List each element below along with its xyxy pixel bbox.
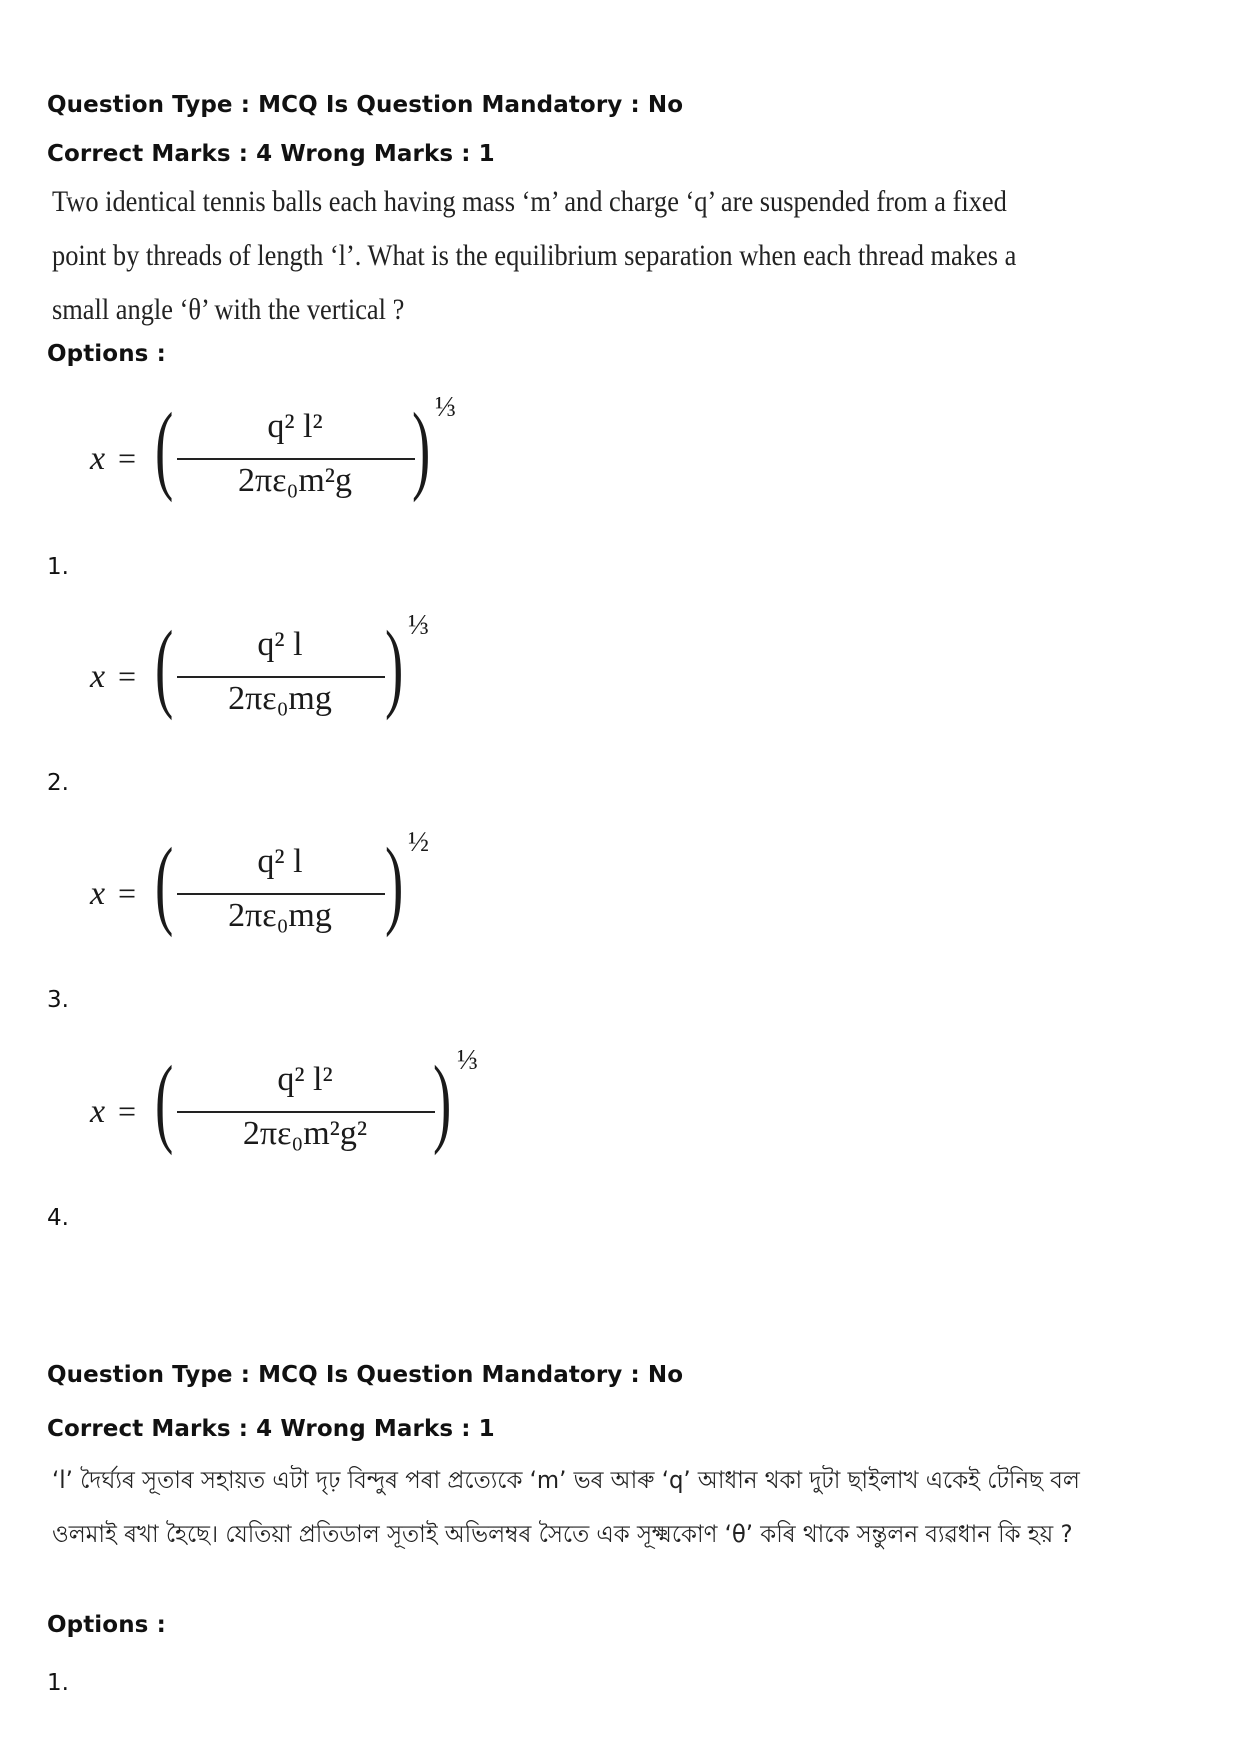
formula-lhs: x <box>90 875 106 912</box>
left-paren: ( <box>155 610 174 721</box>
left-paren: ( <box>155 827 174 938</box>
marks-line: Correct Marks : 4 Wrong Marks : 1 <box>47 141 495 167</box>
right-paren: ) <box>433 1045 452 1156</box>
formula-denominator: 2πε₀mg <box>228 680 332 717</box>
right-paren: ) <box>385 827 404 938</box>
question-text-line: point by threads of length ‘l’. What is the equilibrium separation when each thread makes a <box>52 239 1017 272</box>
formula-numerator: q² l <box>257 626 303 663</box>
question-text-line: Two identical tennis balls each having mass ‘m’ and charge ‘q’ are suspended from a fixed <box>52 185 1007 218</box>
formula-exponent: ½ <box>408 827 429 858</box>
question-type-line: Question Type : MCQ Is Question Mandatory : No <box>47 1362 684 1388</box>
question-text-line: ‘l’ দৈৰ্ঘ্যৰ সূতাৰ সহায়ত এটা দৃঢ় বিন্দুৰ পৰা প্ৰত্যেকে ‘m’ ভৰ আৰু ‘q’ আধান থকা দুটা ছাইলাখ একেই টেনিছ বল <box>52 1466 1080 1494</box>
formula-numerator: q² l² <box>267 408 323 445</box>
formula-denominator: 2πε₀m²g <box>238 462 352 499</box>
formula-exponent: ⅓ <box>457 1045 478 1076</box>
formula-lhs: x <box>90 1093 106 1130</box>
formula-exponent: ⅓ <box>408 610 429 641</box>
formula-numerator: q² l² <box>277 1061 333 1098</box>
formula-equals: = <box>118 1093 137 1129</box>
left-paren: ( <box>155 1045 174 1156</box>
formula-equals: = <box>118 875 137 911</box>
formula-equals: = <box>118 658 137 694</box>
formula-denominator: 2πε₀mg <box>228 897 332 934</box>
fraction-bar <box>177 1111 435 1113</box>
formula-exponent: ⅓ <box>435 392 456 423</box>
question-text-line: ওলমাই ৰখা হৈছে। যেতিয়া প্ৰতিডাল সূতাই অভিলম্বৰ সৈতে এক সূক্ষ্মকোণ ‘θ’ কৰি থাকে সন্তুলন ব্যৱধান কি হয় ? <box>52 1520 1073 1548</box>
options-label: Options : <box>47 1612 166 1638</box>
marks-line: Correct Marks : 4 Wrong Marks : 1 <box>47 1416 495 1442</box>
left-paren: ( <box>155 392 174 503</box>
formula-denominator: 2πε₀m²g² <box>242 1115 368 1152</box>
question-text <box>52 175 1017 337</box>
option-1-number: 1. <box>47 554 69 580</box>
question-text-line: small angle ‘θ’ with the vertical ? <box>52 293 405 326</box>
question-text-assamese <box>52 1453 1080 1561</box>
right-paren: ) <box>385 610 404 721</box>
formula-numerator: q² l <box>257 843 303 880</box>
option-3-number: 3. <box>47 987 69 1013</box>
formula-lhs: x <box>90 440 106 477</box>
option-2-number: 2. <box>47 770 69 796</box>
formula-equals: = <box>118 440 137 476</box>
question-type-line: Question Type : MCQ Is Question Mandatory : No <box>47 92 684 118</box>
fraction-bar <box>177 458 415 460</box>
fraction-bar <box>177 893 385 895</box>
right-paren: ) <box>412 392 431 503</box>
option-4-number: 4. <box>47 1205 69 1231</box>
formula-lhs: x <box>90 658 106 695</box>
fraction-bar <box>177 676 385 678</box>
option-1-number: 1. <box>47 1670 69 1696</box>
options-label: Options : <box>47 341 166 367</box>
